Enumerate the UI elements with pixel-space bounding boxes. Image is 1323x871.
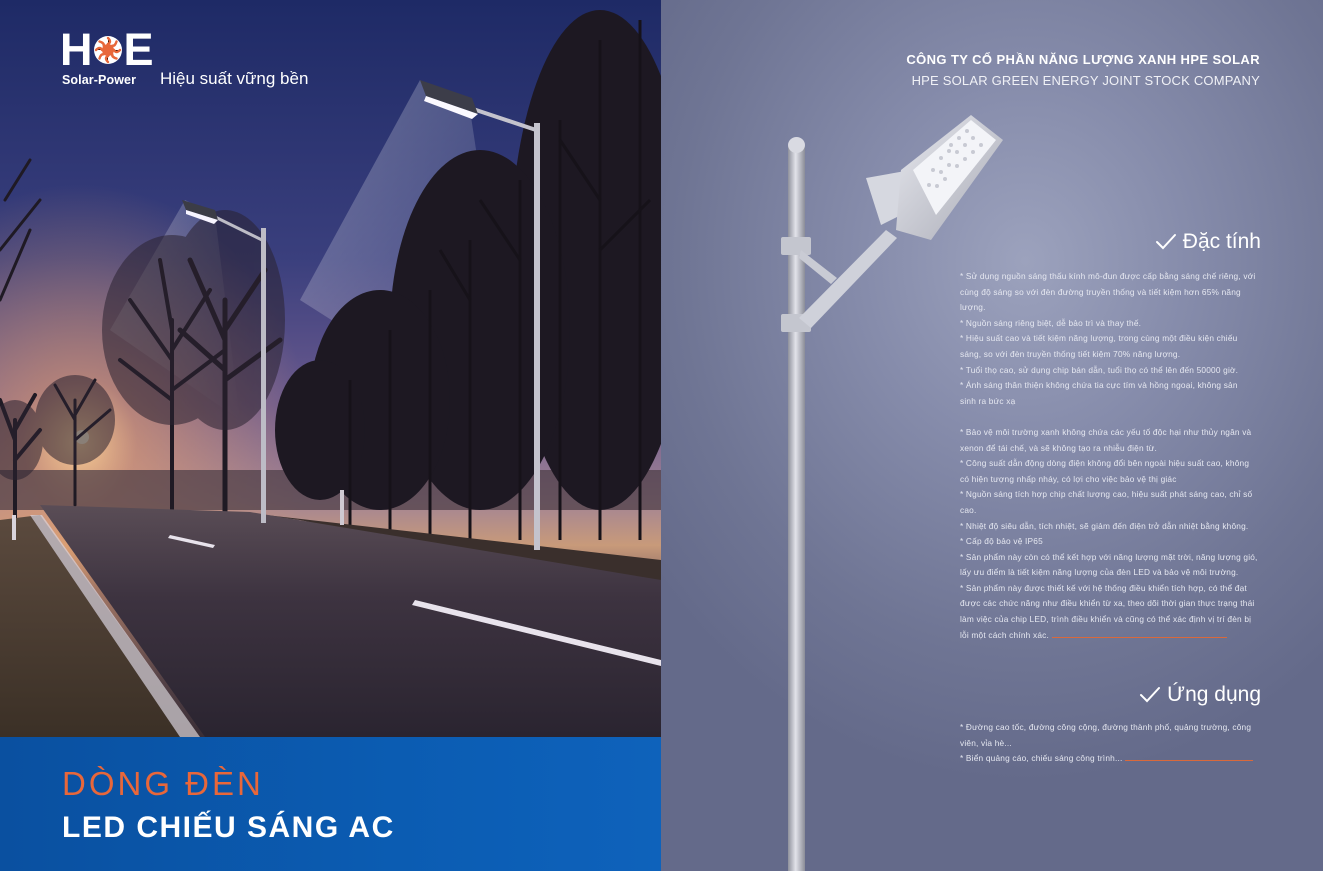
text-line: * Bảo vệ môi trường xanh không chứa các yếu tố độc hại như thủy ngân và (960, 426, 1252, 437)
text-line: * Ánh sáng thân thiện không chứa tia cực tím và hồng ngoại, không sản (960, 380, 1238, 391)
text-line: làm việc của chip LED, trình điều khiển và cũng có thể xác định vị trí đèn bị (960, 614, 1252, 625)
text-line: viên, vỉa hè... (960, 737, 1012, 748)
text-line: * Nguồn sáng tích hợp chip chất lượng cao, hiệu suất phát sáng cao, chỉ số (960, 489, 1253, 500)
check-icon (1139, 686, 1161, 704)
text-line: * Sản phẩm này còn có thể kết hợp với năng lượng mặt trời, năng lượng gió, (960, 551, 1258, 562)
applications-title: Ứng dụng (1167, 683, 1261, 706)
text-line: * Sản phẩm này được thiết kế với hệ thống điều khiển tích hợp, có thể đạt (960, 582, 1247, 593)
text-line: * Tuổi thọ cao, sử dụng chip bán dẫn, tuổi thọ có thể lên đến 50000 giờ. (960, 364, 1239, 375)
applications-heading (1139, 683, 1261, 707)
text-line: * Biển quảng cáo, chiếu sáng công trình... (960, 751, 1261, 767)
tagline: Hiệu suất vững bền (160, 69, 309, 88)
street-photo (0, 0, 661, 737)
company-name-en: HPE SOLAR GREEN ENERGY JOINT STOCK COMPANY (911, 73, 1260, 88)
features-heading (1155, 230, 1261, 254)
text-line: cao. (960, 504, 977, 515)
accent-underline (1052, 637, 1227, 638)
left-panel (0, 0, 661, 871)
company-name (906, 52, 1260, 88)
text-line: * Đường cao tốc, đường công cộng, đường thành phố, quảng trường, công (960, 722, 1252, 732)
company-name-vn: CÔNG TY CỔ PHẦN NĂNG LƯỢNG XANH HPE SOLAR (906, 52, 1260, 67)
text-line: sáng, so với đèn truyền thống tiết kiệm 70% năng lượng. (960, 348, 1181, 359)
text-line: có hiện tượng nhấp nháy, có lợi cho việc bảo vệ thị giác (960, 473, 1177, 484)
logo-letter-h: H (60, 24, 92, 75)
sun-icon (93, 35, 123, 65)
banner-title-line2: LED CHIẾU SÁNG AC (62, 811, 395, 844)
text-line: sinh ra bức xạ (960, 395, 1016, 406)
accent-underline (1125, 760, 1253, 761)
check-icon (1155, 233, 1177, 251)
logo-subtitle: Solar-Power (62, 73, 137, 87)
text-line: * Hiệu suất cao và tiết kiệm năng lượng, trong cùng một điều kiện chiếu (960, 333, 1238, 344)
text-line: được các chức năng như điều khiển từ xa, theo dõi thời gian thực trạng thái (960, 598, 1255, 609)
text-line: cùng độ sáng so với đèn đường truyền thống và tiết kiệm hơn 65% năng (960, 286, 1241, 297)
text-line: * Nguồn sáng riêng biệt, dễ bảo trì và thay thế. (960, 317, 1142, 328)
text-line: * Công suất dẫn động dòng điện không đổi bên ngoài hiệu suất cao, không (960, 458, 1250, 469)
text-line: lỗi một cách chính xác. (960, 628, 1261, 644)
features-list (960, 269, 1261, 643)
text-line: * Nhiệt độ siêu dẫn, tích nhiệt, sẽ giảm đến điện trở dẫn nhiệt bằng không. (960, 520, 1249, 531)
logo-letter-e: E (123, 24, 153, 75)
text-line: * Sử dụng nguồn sáng thấu kính mô-đun được cấp bằng sáng chế riêng, với (960, 271, 1256, 281)
hpe-logo (60, 24, 153, 90)
title-banner (0, 737, 661, 871)
features-title: Đặc tính (1182, 230, 1261, 253)
text-line: * Cấp độ bảo vệ IP65 (960, 536, 1043, 547)
applications-list (960, 720, 1261, 767)
text-line: lượng. (960, 302, 986, 313)
right-panel (661, 0, 1323, 871)
text-line: lấy ưu điểm là tiết kiệm năng lượng của đèn LED và bảo vệ môi trường. (960, 567, 1239, 578)
banner-title-line1: DÒNG ĐÈN (62, 765, 264, 802)
text-line: xenon để tái chế, và sẽ không tạo ra nhiễu điện từ. (960, 442, 1158, 453)
text-line (960, 409, 1261, 425)
